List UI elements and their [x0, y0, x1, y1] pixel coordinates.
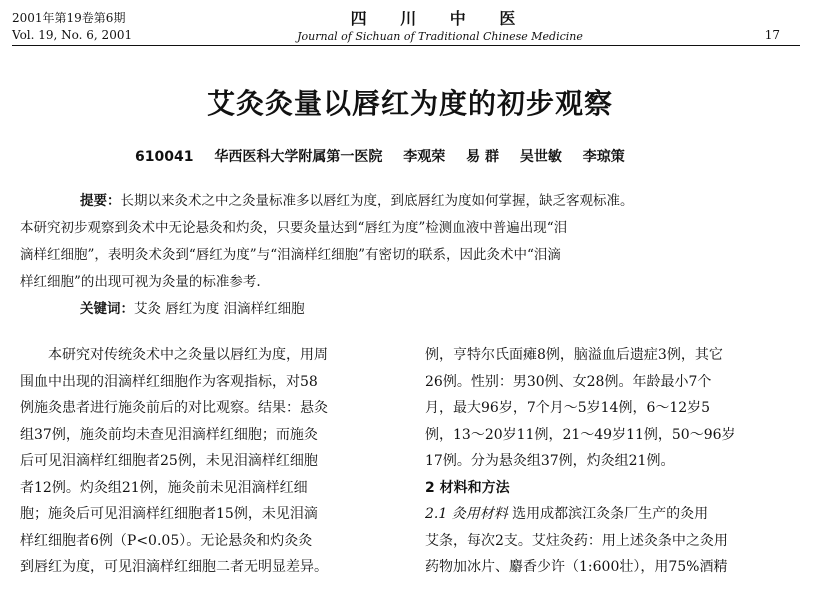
body-line: 后可见泪滴样红细胞者25例，未见泪滴样红细胞 — [20, 453, 318, 469]
abstract-line: 滴样红细胞”，表明灸术灸到“唇红为度”与“泪滴样红细胞”有密切的联系，因此灸术中“泪滴 — [20, 247, 561, 263]
abstract-line: 提要：长期以来灸术之中之灸量标准多以唇红为度，到底唇红为度如何掌握，缺乏客观标准。 — [80, 193, 634, 209]
body-right-column — [425, 342, 805, 581]
keywords — [20, 296, 800, 323]
issue-info — [12, 10, 132, 44]
article-title: 艾灸灸量以唇红为度的初步观察 — [206, 87, 613, 120]
abstract — [20, 188, 800, 323]
body-line: 者12例。灼灸组21例，施灸前未见泪滴样红细 — [20, 479, 308, 496]
author-name: 李观荣 — [403, 149, 446, 165]
keywords-text: 艾灸 唇红为度 泪滴样红细胞 — [134, 301, 305, 317]
affiliation: 华西医科大学附属第一医院 — [214, 149, 383, 165]
journal-name-cn: 四 川 中 医 — [350, 9, 530, 28]
header-rule — [12, 45, 800, 46]
body-line: 月，最大96岁，7个月～5岁14例，6～12岁5 — [425, 400, 711, 416]
body-line: 例，亨特尔氏面瘫8例，脑溢血后遗症3例，其它 — [425, 347, 723, 363]
issue-en: Vol. 19, No. 6, 2001 — [12, 28, 133, 42]
journal-name-en: Journal of Sichuan of Traditional Chinese Medicine — [297, 30, 583, 43]
page-number: 17 — [764, 28, 780, 42]
body-line: 17例。分为悬灸组37例，灼灸组21例。 — [425, 453, 675, 469]
abstract-line: 样红细胞”的出现可视为灸量的标准参考. — [20, 274, 261, 290]
postcode: 610041 — [135, 149, 194, 165]
body-line: 组37例，施灸前均未查见泪滴样红细胞；而施灸 — [20, 426, 318, 443]
journal-name — [290, 6, 590, 43]
body-line: 例施灸患者进行施灸前后的对比观察。结果：悬灸 — [20, 400, 328, 416]
body-line: 胞；施灸后可见泪滴样红细胞者15例，未见泪滴 — [20, 506, 318, 522]
body-line: 到唇红为度，可见泪滴样红细胞二者无明显差异。 — [20, 559, 328, 575]
subsection-line: 2.1 灸用材料 选用成都滨江灸条厂生产的灸用 — [425, 506, 709, 522]
body-line: 样红细胞者6例（P<0.05）。无论悬灸和灼灸灸 — [20, 532, 313, 549]
author-line — [135, 146, 641, 166]
abstract-line: 本研究初步观察到灸术中无论悬灸和灼灸，只要灸量达到“唇红为度”检测血液中普遍出现“泪 — [20, 220, 568, 236]
keywords-label: 关键词： — [80, 301, 134, 317]
body-line: 26例。性别：男30例、女28例。年龄最小7个 — [425, 373, 712, 390]
abstract-label: 提要： — [80, 193, 121, 209]
body-line: 药物加冰片、麝香少许（1:600壮），用75%酒精 — [425, 559, 728, 575]
section-heading: 2 材料和方法 — [425, 479, 510, 496]
author-name: 李琼策 — [582, 149, 625, 165]
subsection-heading: 2.1 灸用材料 — [425, 506, 508, 522]
author-name: 吴世敏 — [519, 149, 562, 165]
body-line: 本研究对传统灸术中之灸量以唇红为度，用周 — [48, 347, 328, 363]
author-name: 易 群 — [466, 149, 499, 165]
body-line: 艾条，每次2支。艾炷灸药：用上述灸条中之灸用 — [425, 532, 728, 549]
body-line: 例，13～20岁11例，21～49岁11例，50～96岁 — [425, 426, 736, 443]
body-left-column — [20, 342, 390, 581]
body-line: 围血中出现的泪滴样红细胞作为客观指标，对58 — [20, 373, 318, 390]
issue-cn: 2001年第19卷第6期 — [12, 11, 126, 25]
